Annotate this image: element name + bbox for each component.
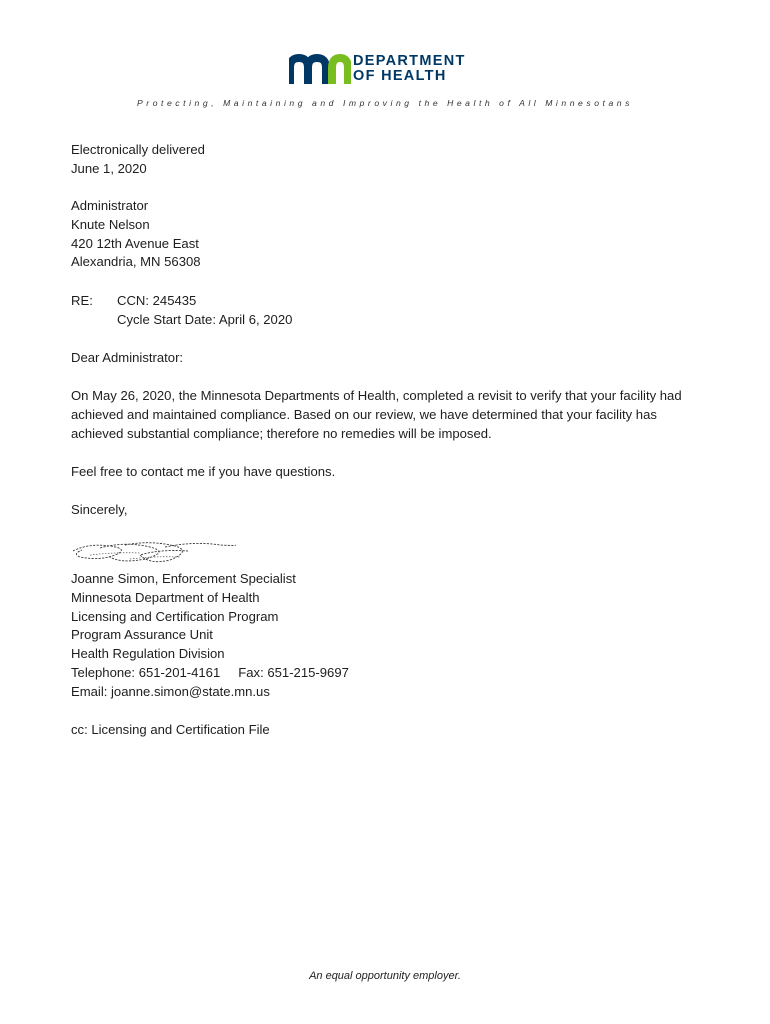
salutation: Dear Administrator:: [71, 350, 184, 365]
re-block: [71, 292, 711, 330]
letter-date: June 1, 2020: [71, 160, 147, 176]
recipient-city: Alexandria, MN 56308: [71, 254, 201, 270]
recipient-address: [71, 197, 711, 272]
recipient-street: 420 12th Avenue East: [71, 235, 199, 251]
signer-fax: Fax: 651-215-9697: [238, 664, 349, 680]
signer-contact-line: [71, 664, 711, 683]
cc-line: cc: Licensing and Certification File: [71, 722, 270, 737]
delivery-method: Electronically delivered: [71, 142, 205, 157]
signature-image: [70, 537, 240, 569]
logo-text: [353, 54, 466, 84]
signer-org: Minnesota Department of Health: [71, 589, 260, 605]
recipient-name: Knute Nelson: [71, 216, 150, 232]
re-cycle-date: Cycle Start Date: April 6, 2020: [117, 311, 293, 327]
signer-program: Licensing and Certification Program: [71, 608, 279, 624]
signer-email: Email: joanne.simon@state.mn.us: [71, 683, 270, 699]
delivery-block: [71, 141, 711, 179]
signer-name-title: Joanne Simon, Enforcement Specialist: [71, 571, 296, 586]
re-label: RE:: [71, 293, 93, 308]
mdh-logo: [289, 53, 489, 85]
signer-phone: Telephone: 651-201-4161: [71, 664, 221, 680]
closing: Sincerely,: [71, 502, 128, 517]
recipient-title: Administrator: [71, 198, 149, 213]
mn-logo-icon: [289, 53, 351, 85]
signer-unit: Program Assurance Unit: [71, 627, 213, 643]
signer-division: Health Regulation Division: [71, 646, 225, 662]
paragraph-1: On May 26, 2020, the Minnesota Departments of Health, completed a revisit to verify that your facility had achieved and maintained compliance. Based on our review, we have determined that your facility has achieved substantial compliance; therefore no remedies will be imposed.: [71, 388, 682, 441]
paragraph-2: Feel free to contact me if you have questions.: [71, 464, 336, 479]
signature-block: [71, 570, 711, 702]
tagline: Protecting, Maintaining and Improving the Health of All Minnesotans: [137, 98, 633, 108]
re-ccn: CCN: 245435: [117, 293, 197, 308]
logo-line-2: OF HEALTH: [353, 68, 447, 84]
logo-line-1: DEPARTMENT: [353, 53, 466, 69]
footer-text: An equal opportunity employer.: [309, 970, 461, 982]
